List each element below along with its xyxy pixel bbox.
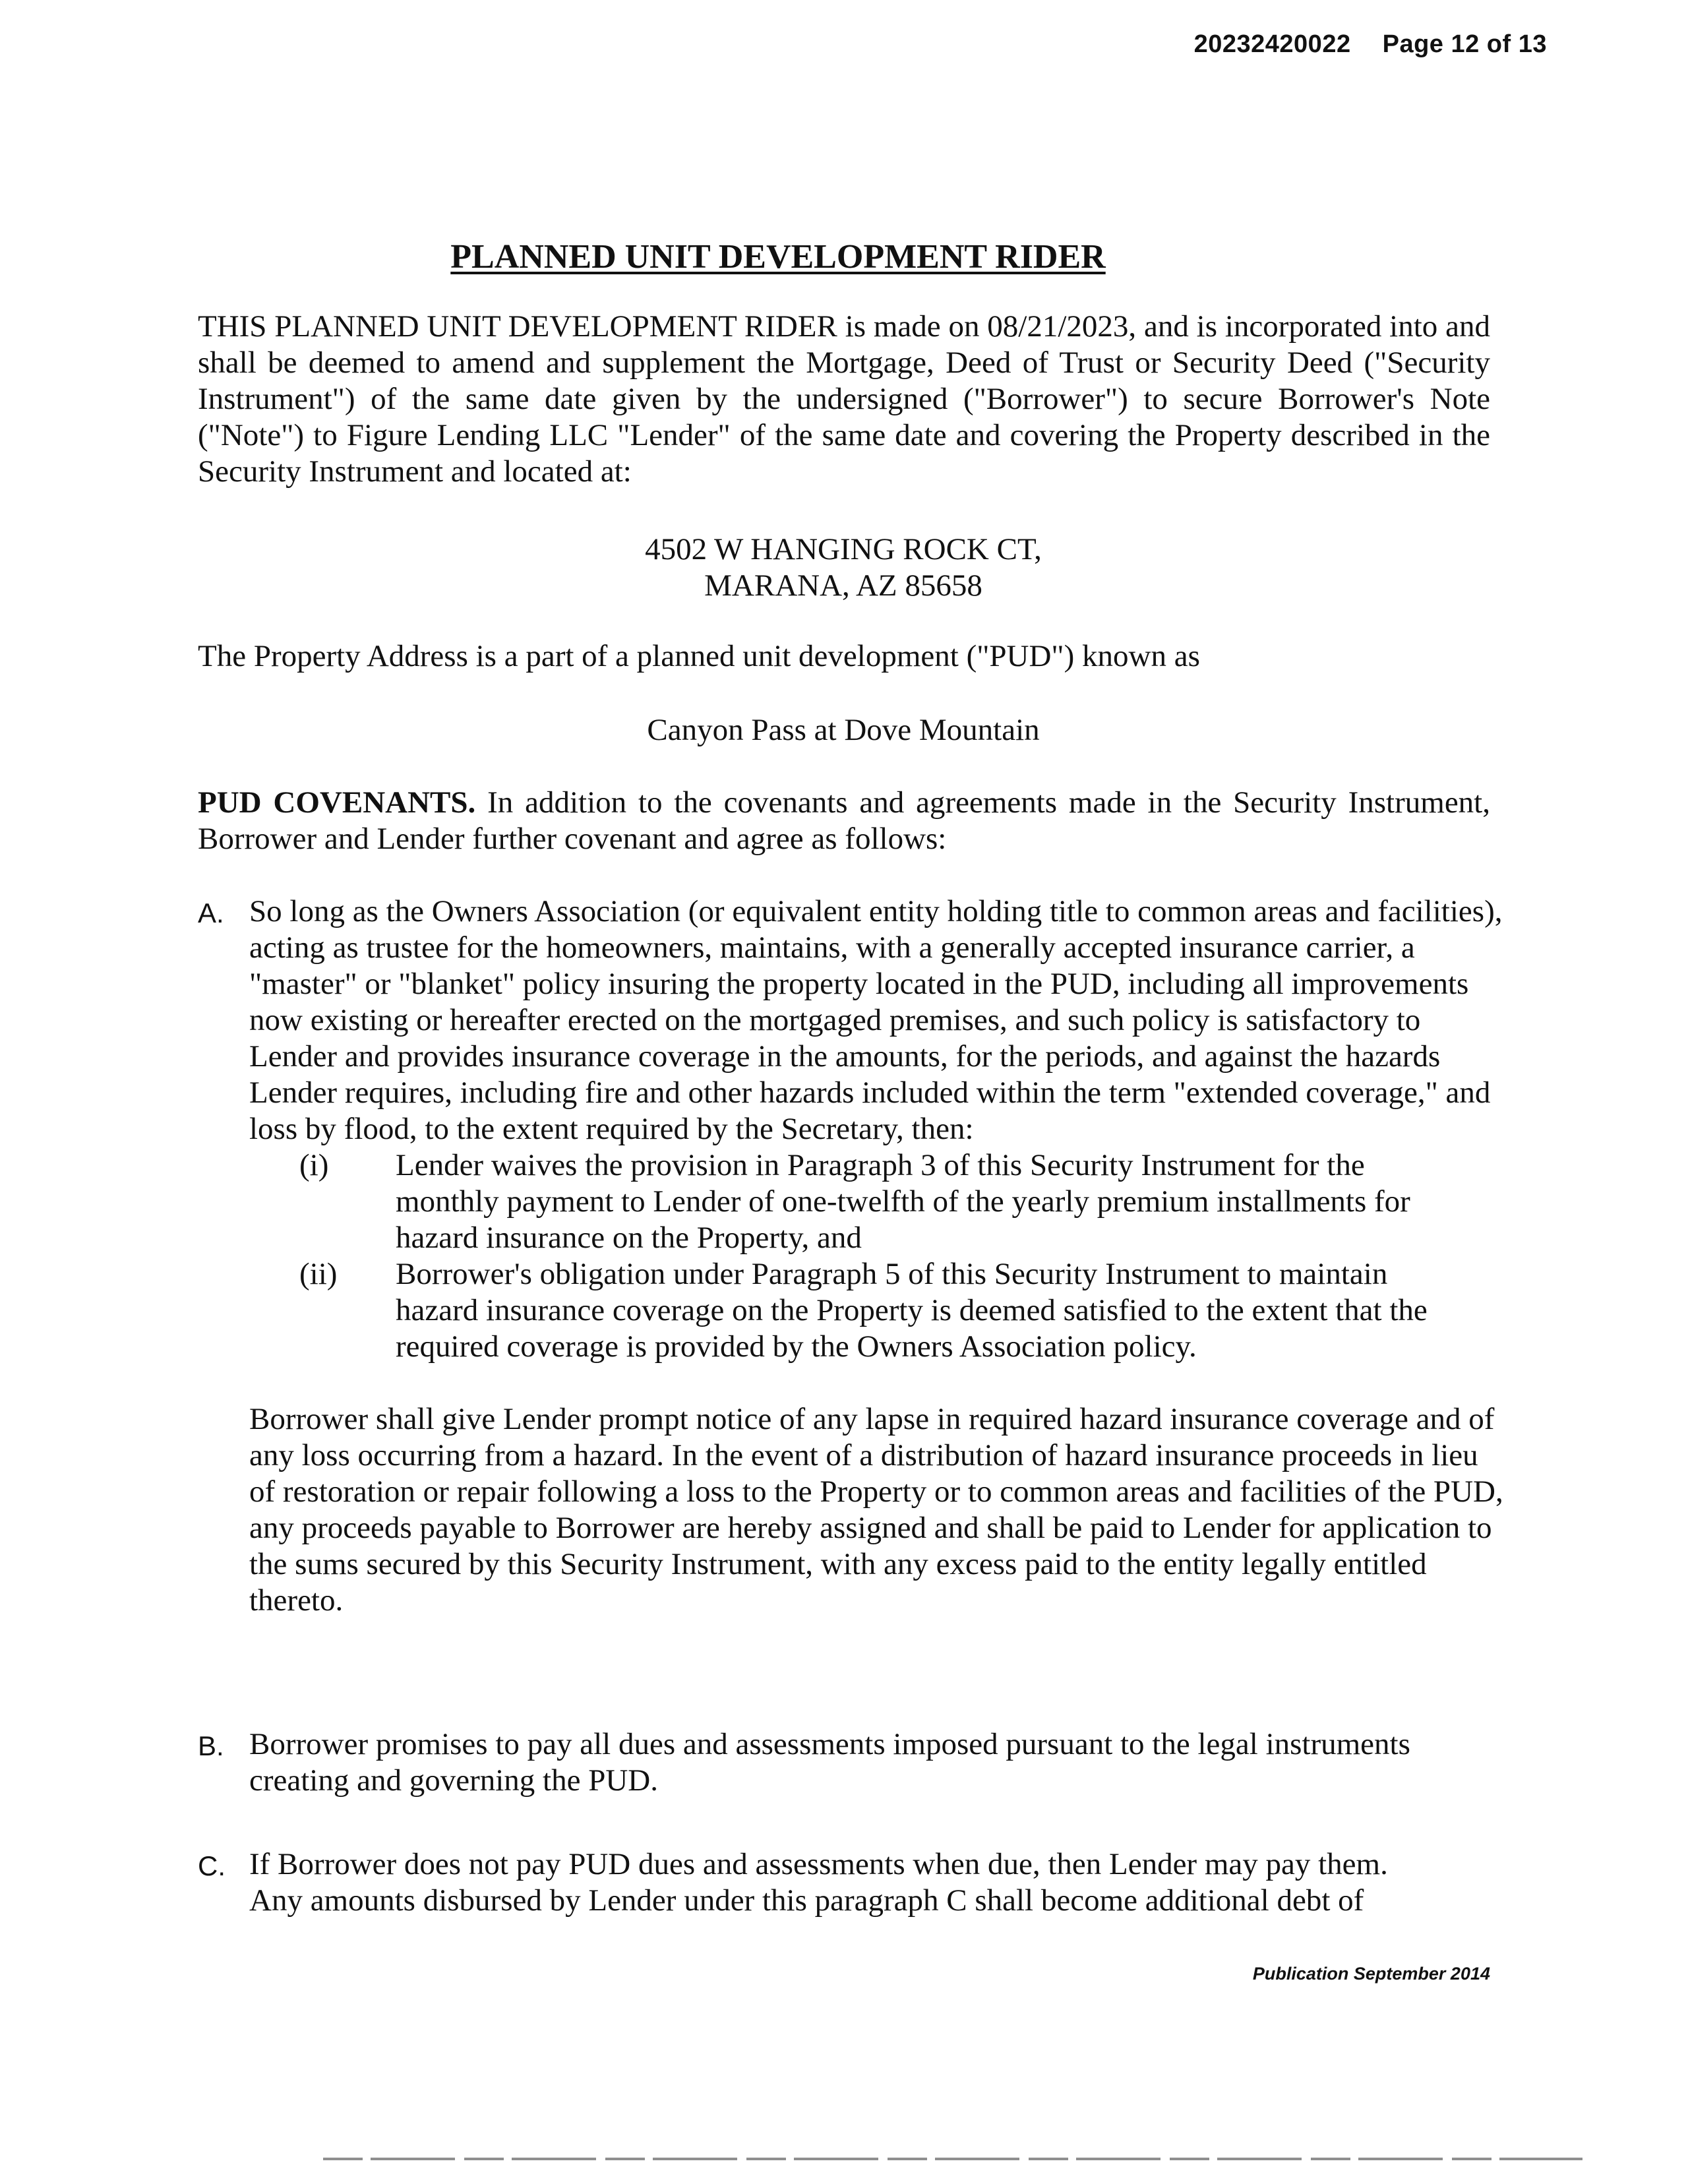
covenant-item-a [198,894,1503,1619]
intro-paragraph: THIS PLANNED UNIT DEVELOPMENT RIDER is made on 08/21/2023, and is incorporated into and shall be deemed to amend and supplement the Mortgage, Deed of Trust or Security Deed ("Security Instrument") of the same date given by the undersigned ("Borrower") to secure Borrower's Note ("Note") to Figure Lending LLC "Lender" of the same date and covering the Property described in the Security Instrument and located at: [198,309,1490,489]
document-title [0,237,1688,276]
covenant-item-b [198,1726,1503,1799]
item-a-notice: Borrower shall give Lender prompt notice of any lapse in required hazard insurance coverage and of any loss occurring from a hazard. In the event of a distribution of hazard insurance proceeds in lieu of restoration or repair following a loss to the Property or to common areas and facilities of the PUD, any proceeds payable to Borrower are hereby assigned and shall be paid to Lender for application to the sums secured by this Security Instrument, with any excess paid to the entity legally entitled thereto. [249,1402,1503,1618]
pud-covenants-heading: PUD COVENANTS. [198,785,476,820]
subitem-ii-mark: (ii) [299,1257,338,1291]
pud-statement: The Property Address is a part of a planned unit development ("PUD") known as [198,639,1200,673]
subitem-i-text: Lender waives the provision in Paragraph 3 of this Security Instrument for the monthly payment to Lender of one-twelfth of the yearly premium installments for hazard insurance on the Property, and [396,1148,1410,1255]
property-address-line1: 4502 W HANGING ROCK CT, [645,532,1042,566]
item-b-letter: B. [198,1730,224,1761]
subitem-ii-text: Borrower's obligation under Paragraph 5 of this Security Instrument to maintain hazard insurance coverage on the Property is deemed satisfied to the extent that the required coverage is provided by the Owners Association policy. [396,1257,1428,1364]
pud-covenants-text: In addition to the covenants and agreements made in the Security Instrument, Borrower and Lender further covenant and agree as follows: [198,785,1490,856]
item-a-text: So long as the Owners Association (or equivalent entity holding title to common areas and facilities), acting as trustee for the homeowners, maintains, with a generally accepted insurance carrier, a "master" or "blanket" policy insuring the property located in the PUD, including all improvements now existing or hereafter erected on the mortgaged premises, and such policy is satisfactory to Lender and provides insurance coverage in the amounts, for the periods, and against the hazards Lender requires, including fire and other hazards included within the term "extended coverage," and loss by flood, to the extent required by the Secretary, then: [249,894,1503,1146]
document-header [1194,30,1547,59]
publication-note: Publication September 2014 [1252,1964,1490,1984]
pud-covenants-paragraph [198,785,1490,857]
item-b-text: Borrower promises to pay all dues and assessments imposed pursuant to the legal instruments creating and governing the PUD. [249,1727,1410,1798]
document-number: 20232420022 [1193,30,1351,58]
property-address-line2: MARANA, AZ 85658 [704,568,982,603]
scan-artifact-line [323,2158,1582,2160]
document-title-text: PLANNED UNIT DEVELOPMENT RIDER [450,238,1106,276]
item-a-subitem-ii [249,1256,1503,1365]
covenant-item-c [198,1846,1503,1919]
item-c-text: If Borrower does not pay PUD dues and assessments when due, then Lender may pay them. Any amounts disbursed by Lender under this paragraph C shall become additional debt of [249,1847,1388,1918]
pud-name: Canyon Pass at Dove Mountain [647,713,1040,747]
subitem-i-mark: (i) [299,1148,329,1182]
item-a-letter: A. [198,897,224,928]
item-a-subitem-i [249,1147,1503,1256]
item-c-letter: C. [198,1850,226,1881]
page-number: Page 12 of 13 [1382,30,1547,58]
